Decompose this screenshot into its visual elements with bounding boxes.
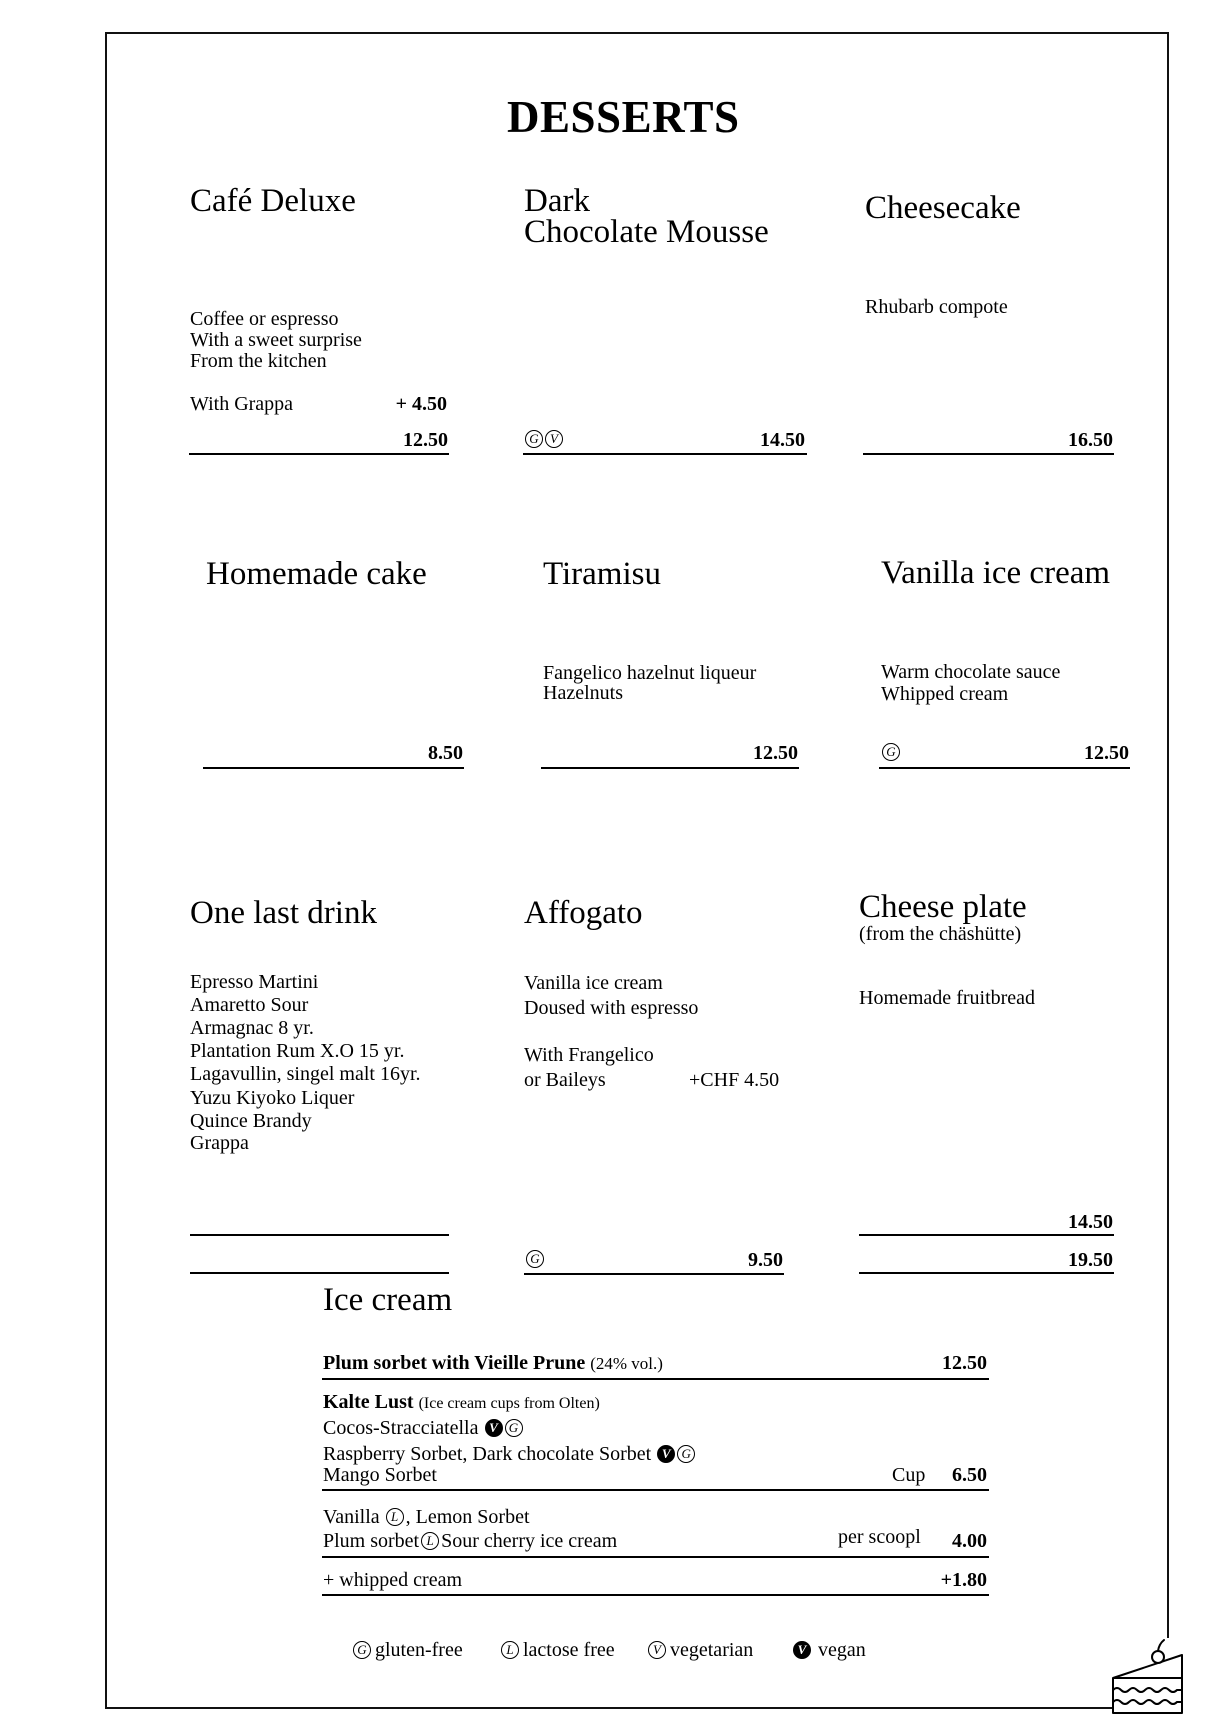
item-description-line: Coffee or espresso [190,308,339,330]
price-rule [541,767,799,769]
price-rule [859,1234,1114,1236]
cake-slice-icon [1106,1632,1190,1718]
price-rule [322,1378,989,1380]
extra-option-price: + 4.50 [395,393,447,415]
menu-title: DESSERTS [507,92,740,142]
item-description-line: Vanilla ice cream [524,972,663,994]
item-name: Chocolate Mousse [524,214,769,250]
item-price: 6.50 [952,1464,987,1486]
item-name: One last drink [190,895,377,931]
drink-option: Grappa [190,1132,249,1154]
item-price: 12.50 [403,429,448,451]
item-description-line: With a sweet surprise [190,329,362,351]
drink-option: Lagavullin, singel malt 16yr. [190,1063,421,1085]
ice-cream-item-note: (Ice cream cups from Olten) [418,1395,600,1412]
item-name: Café Deluxe [190,183,356,219]
legend-vegan [793,1639,866,1661]
extra-option-price: +CHF 4.50 [689,1069,780,1091]
item-price: 12.50 [942,1352,987,1374]
gluten-free-icon: G [882,743,900,761]
gluten-free-icon: G [677,1445,695,1463]
ice-cream-item-name: Plum sorbet with Vieille Prune [323,1352,586,1374]
item-name: Homemade cake [206,556,427,592]
extra-option-label: With Grappa [190,393,294,415]
item-name: Dark [524,183,590,219]
price-rule [863,453,1114,455]
item-description-line: Warm chocolate sauce [881,661,1061,683]
scoop-line [323,1506,530,1528]
item-description-line: Rhubarb compote [865,296,1008,318]
flavour-line [323,1443,695,1465]
item-price: 16.50 [1068,429,1113,451]
flavour-text: Cocos-Stracciatella [323,1417,479,1439]
legend-vegetarian [648,1639,753,1661]
kalte-lust-heading [323,1391,600,1415]
price-unit: per scoopl [838,1526,921,1548]
item-price: 14.50 [760,429,805,451]
price-rule [524,1273,784,1275]
gluten-free-icon: G [353,1641,371,1659]
item-name: Vanilla ice cream [881,555,1111,591]
drink-option: Amaretto Sour [190,994,309,1016]
price-rule [203,767,464,769]
vegan-icon: V [793,1641,811,1659]
item-name: Cheese plate [859,889,1027,925]
flavour-text: , Lemon Sorbet [405,1506,530,1528]
flavour-text: Sour cherry ice cream [441,1530,618,1552]
drink-option: Armagnac 8 yr. [190,1017,314,1039]
item-description-line: Hazelnuts [543,682,623,704]
price-rule [523,453,807,455]
vegetarian-icon: V [648,1641,666,1659]
ice-cream-item-note: (24% vol.) [590,1354,663,1373]
item-price: 4.00 [952,1530,987,1552]
item-price: 8.50 [428,742,463,764]
extra-option-label: or Baileys [524,1069,606,1091]
vegan-icon: V [485,1419,503,1437]
vegan-icon: V [657,1445,675,1463]
item-name: Affogato [524,895,643,931]
item-description-line: Doused with espresso [524,997,699,1019]
price-rule [322,1594,989,1596]
item-description-line: From the kitchen [190,350,327,372]
extra-option-price: +1.80 [940,1569,987,1591]
price-unit: Cup [892,1464,926,1486]
item-price: 12.50 [1084,742,1129,764]
item-description-line: Homemade fruitbread [859,987,1036,1009]
item-description-line: Fangelico hazelnut liqueur [543,662,757,684]
item-price: 12.50 [753,742,798,764]
price-rule [190,1234,449,1236]
price-rule [322,1489,989,1491]
flavour-text: Vanilla [323,1506,380,1528]
lactose-free-icon: L [501,1641,519,1659]
item-price: 14.50 [1068,1211,1113,1233]
lactose-free-icon: L [386,1508,404,1526]
ice-cream-item-name: Kalte Lust [323,1391,414,1413]
item-name: Tiramisu [543,556,661,592]
item-price: 9.50 [748,1249,783,1271]
legend-label: vegan [818,1639,866,1661]
item-name: Cheesecake [865,190,1021,226]
drink-option: Epresso Martini [190,971,319,993]
legend-label: lactose free [523,1639,615,1661]
item-price: 19.50 [1068,1249,1113,1271]
item-subtitle: (from the chäshütte) [859,923,1022,945]
extra-option-label: With Frangelico [524,1044,654,1066]
gluten-free-icon: G [525,430,543,448]
flavour-text: Mango Sorbet [323,1464,437,1486]
legend-label: vegetarian [670,1639,754,1661]
price-rule [189,453,449,455]
drink-option: Quince Brandy [190,1110,312,1132]
gluten-free-icon: G [526,1250,544,1268]
legend-gluten-free [353,1639,463,1661]
drink-option: Yuzu Kiyoko Liquer [190,1087,355,1109]
price-rule [859,1272,1114,1274]
flavour-text: Raspberry Sorbet, Dark chocolate Sorbet [323,1443,652,1465]
legend-lactose-free [501,1639,615,1661]
legend-label: gluten-free [375,1639,463,1661]
price-rule [322,1556,989,1558]
extra-option-label: + whipped cream [323,1569,463,1591]
scoop-line [323,1530,617,1552]
drink-option: Plantation Rum X.O 15 yr. [190,1040,405,1062]
section-title: Ice cream [323,1282,453,1318]
plum-sorbet-line [323,1352,663,1375]
price-rule [879,767,1130,769]
price-rule [190,1272,449,1274]
gluten-free-icon: G [505,1419,523,1437]
flavour-line [323,1417,523,1439]
item-description-line: Whipped cream [881,683,1009,705]
vegetarian-icon: V [545,430,563,448]
lactose-free-icon: L [421,1532,439,1550]
flavour-text: Plum sorbet [323,1530,420,1552]
